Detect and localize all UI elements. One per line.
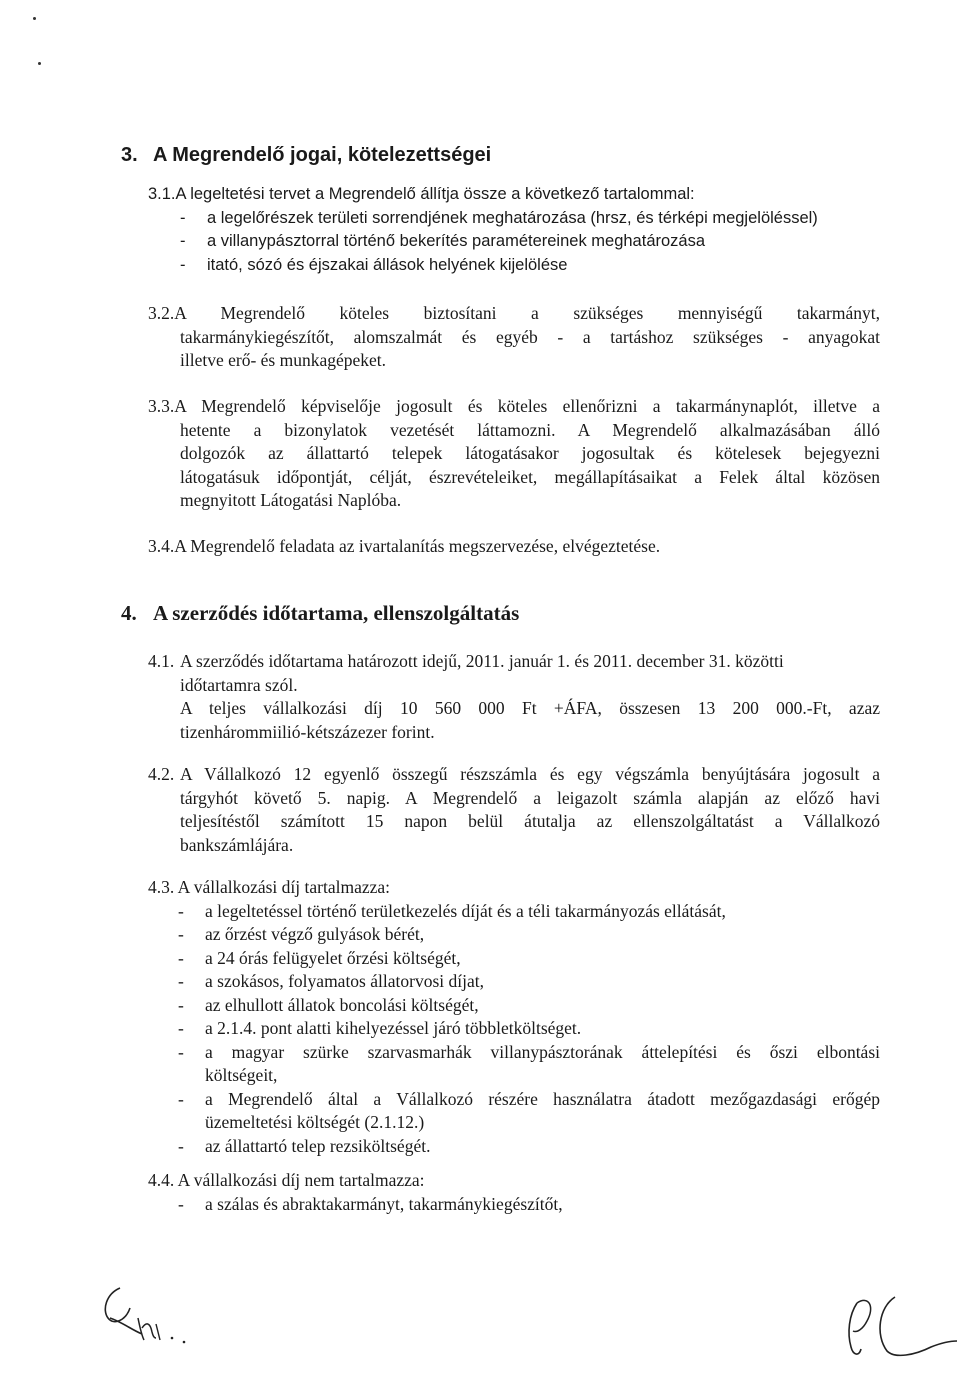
paragraph-line: tárgyhót követő 5. napig. A Megrendelő a leigazolt számla alapján az előző havi bbox=[180, 787, 880, 808]
paragraph-3-1-lead: 3.1.A legeltetési tervet a Megrendelő állítja össze a következő tartalommal: bbox=[148, 185, 695, 203]
signature-right bbox=[835, 1285, 960, 1365]
paragraph-line: hetente a bizonylatok vezetését láttamozni. A Megrendelő alkalmazásában álló bbox=[180, 419, 880, 440]
paragraph-3-4 bbox=[148, 535, 880, 559]
list-item: - a szokásos, folyamatos állatorvosi díjat, bbox=[178, 971, 484, 991]
list-item: - az elhullott állatok boncolási költségét, bbox=[178, 994, 479, 1015]
paragraph-line: időtartamra szól. bbox=[180, 674, 298, 695]
section-4-title: A szerződés időtartama, ellenszolgáltatás bbox=[153, 601, 520, 625]
fee-line: A teljes vállalkozási díj 10 560 000 Ft +ÁFA, összesen 13 200 000.-Ft, azaz bbox=[180, 698, 880, 718]
paragraph-line: takarmánykiegészítőt, alomszalmát és egyéb - a tartáshoz szükséges - anyagokat bbox=[180, 326, 880, 347]
list-item: - a 24 órás felügyelet őrzési költségét, bbox=[178, 947, 461, 968]
paragraph-line: A szerződés időtartama határozott idejű, 2011. január 1. és 2011. december 31. közötti bbox=[180, 651, 784, 671]
section-3-number: 3. bbox=[121, 144, 138, 166]
paragraph-4-3-lead: 4.3. A vállalkozási díj tartalmazza: bbox=[148, 877, 391, 897]
paragraph-4-4-list bbox=[178, 1193, 880, 1217]
list-item: - a legeltetéssel történő területkezelés díját és a téli takarmányozás ellátását, bbox=[178, 900, 726, 921]
paragraph-4-3-list bbox=[178, 900, 880, 1159]
scan-speck bbox=[33, 17, 36, 20]
list-item: - a villanypásztorral történő bekerítés paramétereinek meghatározása bbox=[180, 232, 706, 250]
paragraph-line: A Vállalkozó 12 egyenlő összegű részszámla és egy végszámla benyújtására jogosult a bbox=[180, 764, 880, 784]
paragraph-line: dolgozók az állattartó telepek látogatásakor jogosultak és kötelesek bejegyezni bbox=[180, 443, 880, 463]
paragraph-number: 4.2. bbox=[148, 764, 175, 784]
list-item: - a 2.1.4. pont alatti kihelyezéssel járó többletköltséget. bbox=[178, 1018, 582, 1038]
paragraph-4-1 bbox=[148, 650, 880, 744]
paragraph-line: bankszámlájára. bbox=[180, 834, 294, 855]
scan-speck bbox=[38, 62, 41, 65]
fee-line: tizenhárommiilió-kétszázezer forint. bbox=[180, 721, 435, 742]
paragraph-4-4-lead: 4.4. A vállalkozási díj nem tartalmazza: bbox=[148, 1170, 425, 1190]
list-item: - itató, sózó és éjszakai állások helyének kijelölése bbox=[180, 255, 568, 274]
paragraph-line: 3.3.A Megrendelő képviselője jogosult és köteles ellenőrizni a takarmánynaplót, illetve a bbox=[148, 396, 880, 416]
paragraph-3-1-list bbox=[180, 207, 888, 278]
paragraph-3-3 bbox=[148, 395, 880, 513]
list-item: - a legelőrészek területi sorrendjének meghatározása (hrsz, és térképi megjelöléssel) bbox=[180, 208, 818, 227]
paragraph-number: 4.1. bbox=[148, 651, 175, 671]
list-item: - az őrzést végző gulyások bérét, bbox=[178, 924, 425, 944]
paragraph-4-3 bbox=[148, 876, 880, 1158]
section-3-heading bbox=[121, 143, 491, 167]
signature-left bbox=[92, 1278, 222, 1348]
list-item: - a Megrendelő által a Vállalkozó részére használatra átadott mezőgazdasági erőgép üzemeltetési költségét (2.1.12.) bbox=[178, 1088, 880, 1132]
paragraph-3-2 bbox=[148, 302, 880, 373]
section-3-title: A Megrendelő jogai, kötelezettségei bbox=[153, 144, 492, 166]
paragraph-line: illetve erő- és munkagépeket. bbox=[180, 350, 387, 370]
list-item: - a szálas és abraktakarmányt, takarmánykiegészítőt, bbox=[178, 1193, 563, 1214]
section-4-number: 4. bbox=[121, 601, 137, 625]
paragraph-line: 3.2.A Megrendelő köteles biztosítani a szükséges mennyiségű takarmányt, bbox=[148, 303, 880, 323]
list-item: - az állattartó telep rezsiköltségét. bbox=[178, 1135, 431, 1156]
paragraph-4-4 bbox=[148, 1169, 880, 1216]
paragraph-line: 3.4.A Megrendelő feladata az ivartalanítás megszervezése, elvégeztetése. bbox=[148, 536, 661, 556]
section-4-heading bbox=[121, 601, 519, 625]
paragraph-4-2 bbox=[148, 763, 880, 857]
list-item: - a magyar szürke szarvasmarhák villanypásztorának áttelepítési és őszi elbontási költségeit, bbox=[178, 1041, 880, 1085]
paragraph-line: megnyitott Látogatási Naplóba. bbox=[180, 490, 402, 510]
paragraph-line: látogatásuk időpontját, célját, észrevételeiket, megállapításaikat a Felek által közösen bbox=[180, 466, 880, 487]
paragraph-3-1 bbox=[148, 183, 888, 277]
paragraph-line: teljesítéstől számított 15 napon belül átutalja az ellenszolgáltatást a Vállalkozó bbox=[180, 811, 880, 831]
